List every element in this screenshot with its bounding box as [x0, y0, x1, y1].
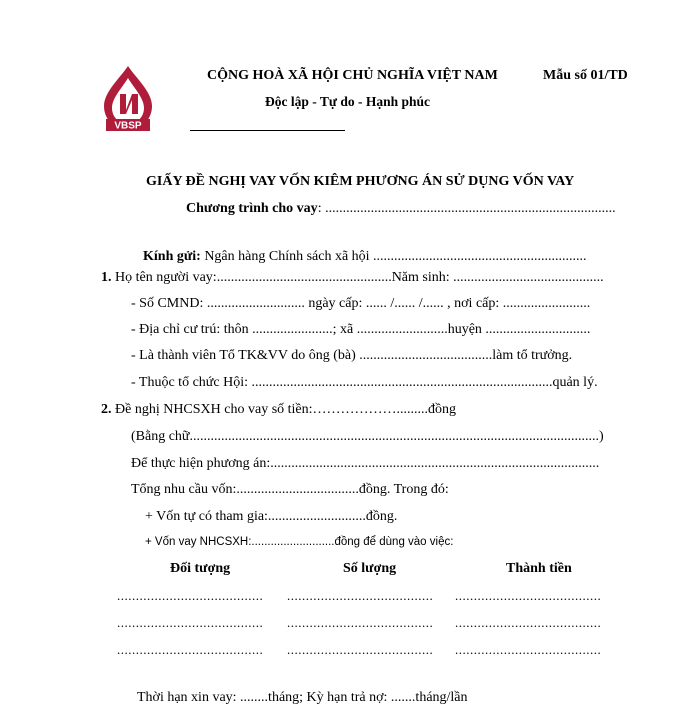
table-header-amount: Thành tiền [506, 561, 572, 576]
addressee-value: Ngân hàng Chính sách xã hội ............................................................. [200, 249, 587, 264]
section2-words-line: (Bằng chữ.....................................................................................................................) [131, 429, 604, 444]
table-cell: ....................................... [455, 642, 602, 657]
header-divider [190, 130, 345, 131]
program-line [186, 201, 616, 217]
table-cell: ....................................... [287, 642, 434, 657]
program-label: Chương trình cho vay [186, 201, 318, 216]
addressee-line [143, 249, 587, 265]
section1-member-line: - Là thành viên Tổ TK&VV do ông (bà) ......................................làm tổ trưởng. [131, 348, 573, 363]
section2-loan-use-line: + Vốn vay NHCSXH:..........................đồng để dùng vào việc: [145, 536, 454, 548]
table-cell: ....................................... [287, 615, 434, 630]
section1-name-line [101, 270, 604, 286]
document-title: GIẤY ĐỀ NGHỊ VAY VỐN KIÊM PHƯƠNG ÁN SỬ DỤNG VỐN VAY [146, 174, 575, 189]
table-cell: ....................................... [455, 615, 602, 630]
section2-own-line: + Vốn tự có tham gia:............................đồng. [145, 509, 398, 524]
section1-id-line: - Số CMND: ............................ ngày cấp: ...... /...... /...... , nơi cấp: ......................... [131, 296, 591, 311]
section1-name-text: Họ tên người vay:..................................................Năm sinh: ........................................... [111, 270, 604, 285]
section1-address-line: - Địa chỉ cư trú: thôn .......................; xã ..........................huyện .............................. [131, 322, 591, 337]
section2-number: 2. [101, 402, 112, 417]
vbsp-logo [100, 64, 156, 132]
table-cell: ....................................... [287, 588, 434, 603]
logo-text: VBSP [114, 120, 142, 132]
addressee-label: Kính gửi: [143, 249, 201, 264]
table-cell: ....................................... [455, 588, 602, 603]
table-cell: ....................................... [117, 642, 264, 657]
section1-org-line: - Thuộc tổ chức Hội: ......................................................................................quản lý. [131, 375, 598, 390]
section2-loan-text: Đề nghị NHCSXH cho vay số tiền:……………….........đồng [111, 402, 457, 417]
section2-total-line: Tổng nhu cầu vốn:...................................đồng. Trong đó: [131, 482, 449, 497]
motto: Độc lập - Tự do - Hạnh phúc [265, 94, 431, 109]
republic-heading: CỘNG HOÀ XÃ HỘI CHỦ NGHĨA VIỆT NAM [207, 68, 498, 83]
section1-number: 1. [101, 270, 112, 285]
section2-loan-line [101, 402, 456, 418]
table-header-object: Đối tượng [170, 561, 231, 576]
table-cell: ....................................... [117, 588, 264, 603]
loan-term-line: Thời hạn xin vay: ........tháng; Kỳ hạn trả nợ: .......tháng/lần [137, 690, 468, 705]
program-dots: : ................................................................................... [317, 201, 616, 216]
section2-plan-line: Để thực hiện phương án:.............................................................................................. [131, 456, 600, 471]
table-header-quantity: Số lượng [343, 561, 397, 576]
table-cell: ....................................... [117, 615, 264, 630]
form-code: Mẫu số 01/TD [543, 68, 628, 83]
